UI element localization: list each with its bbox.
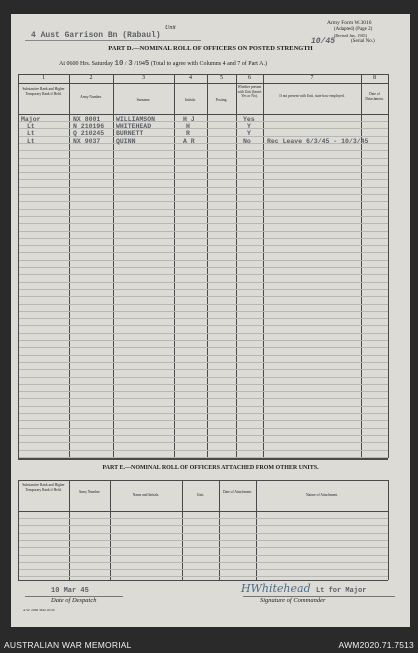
ruled-line: [19, 555, 388, 556]
ruled-line: [19, 576, 388, 577]
col-num-8: 8: [373, 75, 376, 81]
caption-left: AUSTRALIAN WAR MEMORIAL: [4, 640, 132, 650]
unit-typed: 4 Aust Garrison Bn (Rabaul): [31, 31, 161, 40]
col-header-detachment: Date of Detachment.: [365, 92, 384, 101]
cell-surname: WHITEHEAD: [116, 123, 152, 130]
cell-number: N 210196: [73, 123, 105, 130]
col-header-surname: Surname.: [136, 98, 151, 102]
signature-typed: Lt for Major: [316, 587, 367, 595]
e-header-nature: Nature of Attachment.: [305, 493, 339, 497]
ruled-line: [19, 274, 388, 275]
ruled-line: [19, 179, 388, 180]
cell-initials: R: [186, 130, 190, 137]
despatch-date-typed: 10 Mar 45: [51, 587, 89, 595]
cell-surname: BURNETT: [116, 130, 144, 137]
cell-surname: QUINN: [116, 138, 136, 145]
part-d-title: PART D.—NOMINAL ROLL OF OFFICERS ON POSTED STRENGTH: [108, 45, 313, 52]
ruled-line: [19, 209, 388, 210]
cell-initials: H J: [183, 116, 195, 123]
ruled-line: [19, 325, 388, 326]
col-num-2: 2: [89, 75, 93, 81]
ruled-line: [19, 245, 388, 246]
unit-label: Unit: [165, 25, 176, 31]
ruled-line: [19, 362, 388, 363]
col-header-initials: Initials.: [185, 98, 196, 102]
ruled-line: [19, 238, 388, 239]
serial-typed: 10/45: [311, 37, 336, 46]
col-num-4: 4: [189, 75, 192, 81]
e-header-date: Date of Attachment.: [222, 490, 253, 494]
ruled-line: [19, 398, 388, 399]
ruled-line: [19, 540, 388, 541]
ruled-line: [19, 282, 388, 283]
col-header-rank: Substantive Rank and Higher Temporary Rank if Held.: [22, 87, 65, 96]
ruled-line: [19, 562, 388, 563]
e-header-unit: Unit.: [196, 493, 205, 497]
ruled-line: [19, 413, 388, 414]
col-num-5: 5: [220, 75, 223, 81]
cell-number: NX 8001: [73, 116, 101, 123]
ruled-line: [19, 194, 388, 195]
ruled-line: [19, 165, 388, 166]
cell-number: Q 210245: [73, 130, 105, 137]
commander-label: Signature of Commander: [260, 597, 326, 604]
date-year: /194: [134, 61, 145, 67]
ruled-line: [19, 296, 388, 297]
col-header-present: Whether present with Unit (Insert Yes or No).: [237, 85, 262, 99]
cell-employed: Rec Leave 6/3/45 - 10/3/45: [267, 138, 369, 145]
ruled-line: [19, 150, 388, 151]
ruled-line: [19, 406, 388, 407]
col-header-employed: If not present with Unit, state how employed.: [279, 94, 345, 98]
cell-rank: Lt: [27, 130, 35, 137]
caption-right: AWM2020.71.7513: [338, 640, 414, 650]
ruled-line: [19, 216, 388, 217]
cell-present: Y: [247, 123, 251, 130]
form-line-2: (Adapted) (Page 2): [334, 27, 373, 32]
ruled-line: [19, 347, 388, 348]
ruled-line: [19, 391, 388, 392]
e-header-name: Name and Initials.: [132, 493, 160, 497]
ruled-line: [19, 231, 388, 232]
ruled-line: [19, 525, 388, 526]
col-num-7: 7: [310, 75, 314, 81]
ruled-line: [19, 187, 388, 188]
e-header-number: Army Number.: [78, 490, 101, 494]
ruled-line: [19, 318, 388, 319]
ruled-line: [19, 420, 388, 421]
col-num-1: 1: [42, 75, 45, 81]
ruled-line: [19, 172, 388, 173]
ruled-line: [19, 289, 388, 290]
part-e-title: PART E.—NOMINAL ROLL OF OFFICERS ATTACHED FROM OTHER UNITS.: [102, 465, 319, 471]
ruled-line: [19, 435, 388, 436]
cell-rank: Lt: [27, 123, 35, 130]
ruled-line: [19, 450, 388, 451]
col-num-3: 3: [142, 75, 145, 81]
ruled-line: [19, 340, 388, 341]
cell-initials: A R: [183, 138, 195, 145]
ruled-line: [19, 369, 388, 370]
archive-caption-bar: [0, 637, 418, 653]
form-line-1: Army Form W.3016: [327, 20, 372, 26]
date-year-typed: 5: [144, 60, 150, 68]
date-month: 3: [128, 60, 133, 68]
ruled-line: [19, 377, 388, 378]
despatch-label: Date of Despatch: [51, 597, 97, 604]
ruled-line: [19, 311, 388, 312]
cell-surname: WILLIAMSON: [116, 116, 156, 123]
ruled-line: [19, 518, 388, 519]
e-header-rank: Substantive Rank and Higher Temporary Rank if Held.: [22, 483, 65, 492]
col-header-posting: Posting.: [215, 98, 228, 102]
ruled-line: [19, 533, 388, 534]
ruled-line: [19, 333, 388, 334]
date-prefix: At 0600 Hrs. Saturday: [59, 61, 113, 67]
cell-rank: Lt: [27, 138, 35, 145]
ruled-line: [19, 252, 388, 253]
ruled-line: [19, 384, 388, 385]
date-line: At 0600 Hrs. Saturday 10 / 3 /1945 (Total to agree with Columns 4 and 7 of Part A.): [59, 60, 267, 68]
ruled-line: [19, 547, 388, 548]
print-code: A.W. 2266 3M4 10/43: [23, 608, 55, 612]
cell-rank: Major: [21, 116, 41, 123]
ruled-line: [19, 442, 388, 443]
cell-present: Y: [247, 130, 251, 137]
ruled-line: [19, 223, 388, 224]
col-num-6: 6: [248, 75, 251, 81]
ruled-line: [19, 569, 388, 570]
date-day: 10: [114, 60, 124, 68]
date-suffix: (Total to agree with Columns 4 and 7 of Part A.): [150, 61, 267, 67]
form-sheet: [11, 14, 410, 627]
ruled-line: [19, 457, 388, 458]
ruled-line: [19, 158, 388, 159]
cell-present: Yes: [243, 116, 255, 123]
cell-initials: H: [186, 123, 190, 130]
col-header-number: Army Number.: [80, 95, 102, 99]
ruled-line: [19, 267, 388, 268]
ruled-line: [19, 304, 388, 305]
ruled-line: [19, 355, 388, 356]
ruled-line: [19, 201, 388, 202]
ruled-line: [19, 260, 388, 261]
commander-signature: HWhitehead: [241, 582, 311, 595]
form-line-3: (Revised Jan., 1945): [334, 33, 367, 38]
cell-number: NX 9037: [73, 138, 101, 145]
cell-present: No: [243, 138, 251, 145]
serial-label: (Serial No.): [351, 39, 375, 44]
ruled-line: [19, 428, 388, 429]
